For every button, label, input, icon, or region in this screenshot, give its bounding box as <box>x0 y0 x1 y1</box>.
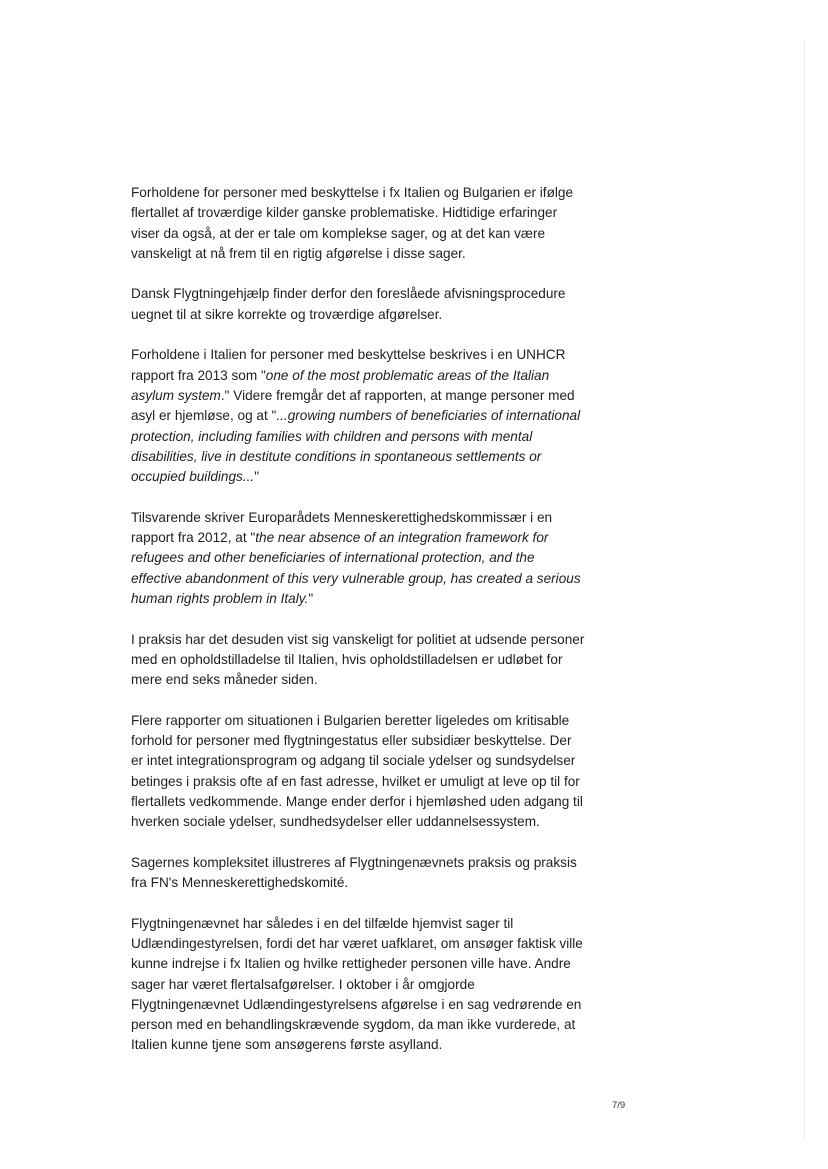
paragraph-bulgaria-reports: Flere rapporter om situationen i Bulgarien beretter ligeledes om kritisable forhold for personer med flygtningestatus eller subsidiær beskyttelse. Der er intet integrationsprogram og adgang til sociale ydelser og sundsydelser betinges i praksis ofte af en fast adresse, hvilket er umuligt at leve op til for flertallets vedkommende. Mange ender derfor i hjemløshed uden adgang til hverken sociale ydelser, sundhedsydelser eller uddannelsessystem. <box>131 712 583 830</box>
paragraph-council-of-europe-report: Tilsvarende skriver Europarådets Menneskerettighedskommissær i en rapport fra 2012, at "the near absence of an integration framework for refugees and other beneficiaries of international protection, and the effective abandonment of this very vulnerable group, has created a serious human rights problem in Italy." <box>131 509 581 606</box>
paragraph-italy-bulgaria-conditions: Forholdene for personer med beskyttelse i fx Italien og Bulgarien er ifølge flertallet af troværdige kilder ganske problematiske. Hidtidige erfaringer viser da også, at der er tale om komplekse sager, og at det kan være vanskeligt at nå frem til en rigtig afgørelse i disse sager. <box>131 185 574 261</box>
scan-edge-line <box>804 40 805 1140</box>
body-text <box>131 183 586 1056</box>
page-number: 7/9 <box>612 1100 626 1111</box>
paragraph-unhcr-report: Forholdene i Italien for personer med beskyttelse beskrives i en UNHCR rapport fra 2013 som "one of the most problematic areas of the Italian asylum system." Videre fremgår det af rapporten, at mange personer med asyl er hjemløse, og at "...growing numbers of beneficiaries of international protection, including families with children and persons with mental disabilities, live in destitute conditions in spontaneous settlements or occupied buildings..." <box>131 347 581 485</box>
paragraph-rejection-procedure: Dansk Flygtningehjælp finder derfor den foreslåede afvisningsprocedure uegnet til at sikre korrekte og troværdige afgørelser. <box>131 286 566 322</box>
paragraph-refugee-board-practice: Flygtningenævnet har således i en del tilfælde hjemvist sager til Udlændingestyrelsen, fordi det har været uafklaret, om ansøger faktisk ville kunne indrejse i fx Italien og hvilke rettigheder personen ville have. Andre sager har været flertalsafgørelser. I oktober i år omgjorde Flygtningenævnet Udlændingestyrelsens afgørelse i en sag vedrørende en person med en behandlingskrævende sygdom, da man ikke vurderede, at Italien kunne tjene som ansøgerens første asylland. <box>131 915 583 1053</box>
paragraph-police-deportation: I praksis har det desuden vist sig vanskeligt for politiet at udsende personer med en opholdstilladelse til Italien, hvis opholdstilladelsen er udløbet for mere end seks måneder siden. <box>131 631 585 688</box>
paragraph-case-complexity: Sagernes kompleksitet illustreres af Flygtningenævnets praksis og praksis fra FN's Menneskerettighedskomité. <box>131 854 577 891</box>
